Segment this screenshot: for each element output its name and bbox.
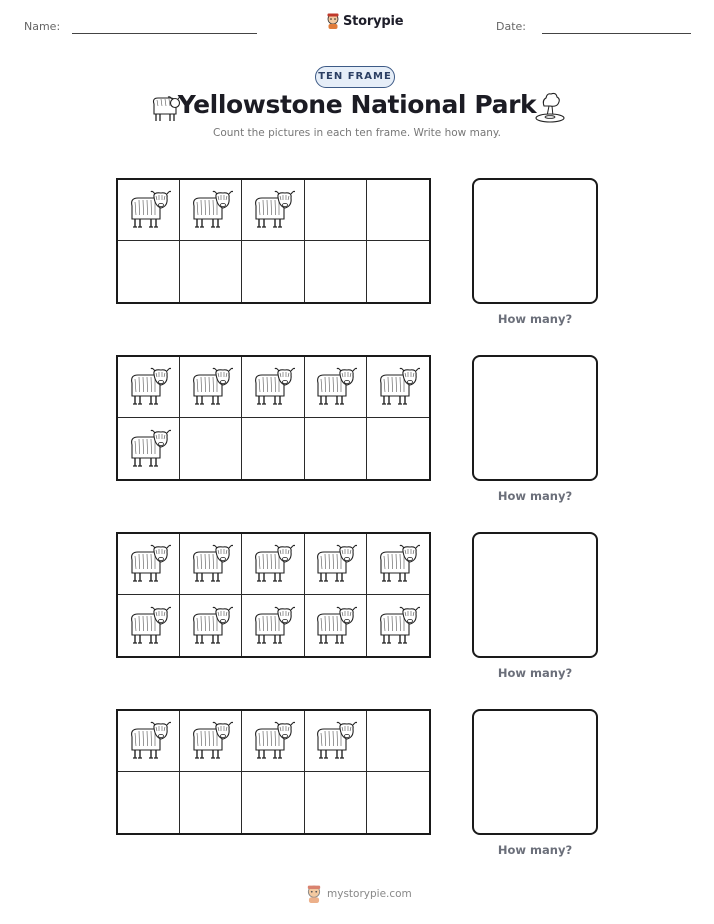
ten-frame-cell xyxy=(242,180,304,241)
footer-url: mystorypie.com xyxy=(327,888,412,900)
ten-frame-cell xyxy=(367,357,429,418)
ten-frame-cell xyxy=(242,418,304,479)
ten-frame-cell xyxy=(242,357,304,418)
ten-frame-cell xyxy=(367,595,429,656)
yak-icon xyxy=(376,542,420,586)
yak-icon xyxy=(251,365,295,409)
ten-frame-cell xyxy=(305,711,367,772)
ten-frame-cell xyxy=(118,772,180,833)
ten-frame-cell xyxy=(180,241,242,302)
ten-frame-cell xyxy=(367,241,429,302)
answer-box[interactable] xyxy=(472,178,598,304)
brand xyxy=(326,13,403,29)
yak-icon xyxy=(376,365,420,409)
yak-icon xyxy=(127,542,171,586)
ten-frame-cell xyxy=(242,241,304,302)
how-many-label: How many? xyxy=(497,666,573,680)
ten-frame-badge: TEN FRAME xyxy=(315,66,395,88)
storypie-logo-icon xyxy=(306,885,322,903)
brand-name: Storypie xyxy=(343,13,404,29)
ten-frame xyxy=(116,178,431,304)
ten-frame-cell xyxy=(180,418,242,479)
yak-icon xyxy=(251,604,295,648)
ten-frame-cell xyxy=(118,357,180,418)
yak-icon xyxy=(189,365,233,409)
ten-frame-cell xyxy=(180,180,242,241)
yak-icon xyxy=(313,719,357,763)
yak-icon xyxy=(251,719,295,763)
ten-frame-cell xyxy=(367,418,429,479)
answer-box[interactable] xyxy=(472,532,598,658)
ten-frame xyxy=(116,355,431,481)
ten-frame-cell xyxy=(118,180,180,241)
geyser-icon xyxy=(532,90,568,124)
how-many-label: How many? xyxy=(497,489,573,503)
ten-frame-cell xyxy=(180,772,242,833)
ten-frame-cell xyxy=(305,241,367,302)
name-line xyxy=(72,33,257,34)
ten-frame-cell xyxy=(305,180,367,241)
ten-frame-cell xyxy=(118,711,180,772)
ten-frame-cell xyxy=(118,418,180,479)
ten-frame-cell xyxy=(242,534,304,595)
ten-frame-cell xyxy=(305,418,367,479)
yak-icon xyxy=(127,427,171,471)
yak-icon xyxy=(189,542,233,586)
ten-frame-cell xyxy=(367,772,429,833)
ten-frame-cell xyxy=(242,711,304,772)
yak-icon xyxy=(313,542,357,586)
ten-frame-cell xyxy=(367,711,429,772)
yak-icon xyxy=(127,188,171,232)
yak-icon xyxy=(313,604,357,648)
storypie-logo-icon xyxy=(326,13,340,29)
ten-frame-cell xyxy=(305,534,367,595)
ten-frame-cell xyxy=(118,241,180,302)
ten-frame-cell xyxy=(180,595,242,656)
yak-icon xyxy=(313,365,357,409)
yak-icon xyxy=(189,719,233,763)
yak-icon xyxy=(376,604,420,648)
how-many-label: How many? xyxy=(497,843,573,857)
footer xyxy=(306,885,412,903)
name-label: Name: xyxy=(24,20,61,33)
ten-frame-cell xyxy=(180,711,242,772)
yak-icon xyxy=(189,188,233,232)
ten-frame xyxy=(116,709,431,835)
page-title: Yellowstone National Park xyxy=(177,90,537,119)
ten-frame-cell xyxy=(242,595,304,656)
yak-icon xyxy=(251,188,295,232)
ten-frame-cell xyxy=(367,180,429,241)
yak-icon xyxy=(127,365,171,409)
instructions: Count the pictures in each ten frame. Write how many. xyxy=(213,127,501,139)
ten-frame-cell xyxy=(118,534,180,595)
ten-frame-cell xyxy=(118,595,180,656)
yak-icon xyxy=(127,719,171,763)
ten-frame-cell xyxy=(367,534,429,595)
answer-box[interactable] xyxy=(472,709,598,835)
yak-icon xyxy=(127,604,171,648)
ten-frame-cell xyxy=(242,772,304,833)
date-line xyxy=(542,33,691,34)
ten-frame-cell xyxy=(305,595,367,656)
date-label: Date: xyxy=(496,20,526,33)
how-many-label: How many? xyxy=(497,312,573,326)
ten-frame-cell xyxy=(180,357,242,418)
ten-frame-cell xyxy=(305,357,367,418)
ten-frame-cell xyxy=(180,534,242,595)
ten-frame-cell xyxy=(305,772,367,833)
ten-frame xyxy=(116,532,431,658)
yak-icon xyxy=(251,542,295,586)
answer-box[interactable] xyxy=(472,355,598,481)
yak-icon xyxy=(189,604,233,648)
